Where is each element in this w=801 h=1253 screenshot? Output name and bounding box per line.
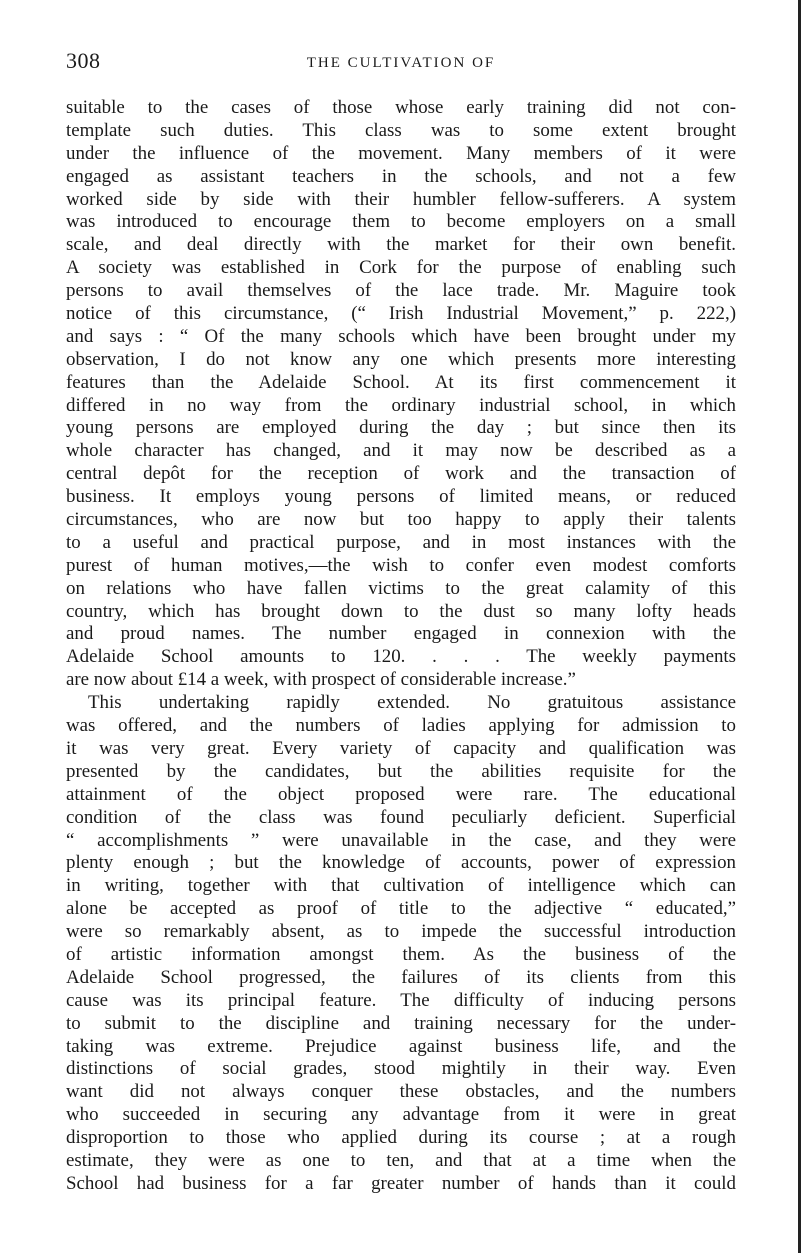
- text-line: attainment of the object proposed were rare. The educational: [66, 783, 736, 805]
- text-line: This undertaking rapidly extended. No gratuitous assistance: [88, 692, 736, 714]
- text-line: observation, I do not know any one which presents more interesting: [66, 348, 736, 370]
- text-line: business. It employs young persons of limited means, or reduced: [66, 486, 736, 508]
- text-line: template such duties. This class was to some extent brought: [66, 119, 736, 141]
- text-line: distinctions of social grades, stood mightily in their way. Even: [66, 1058, 736, 1080]
- text-line: scale, and deal directly with the market for their own benefit.: [66, 234, 736, 256]
- text-line: “ accomplishments ” were unavailable in the case, and they were: [66, 829, 736, 851]
- text-line: country, which has brought down to the dust so many lofty heads: [66, 600, 736, 622]
- page-number: 308: [66, 48, 101, 73]
- text-line: purest of human motives,—the wish to confer even modest comforts: [66, 554, 736, 576]
- page-header: [66, 50, 736, 80]
- running-title: THE CULTIVATION OF: [306, 55, 496, 71]
- text-line: persons to avail themselves of the lace trade. Mr. Maguire took: [66, 280, 736, 302]
- text-line: disproportion to those who applied during its course ; at a rough: [66, 1127, 736, 1149]
- text-line: A society was established in Cork for the purpose of enabling such: [66, 257, 736, 279]
- text-line: central depôt for the reception of work and the transaction of: [66, 463, 736, 485]
- text-line: it was very great. Every variety of capacity and qualification was: [66, 737, 736, 759]
- text-line: who succeeded in securing any advantage from it were in great: [66, 1104, 736, 1126]
- text-line: circumstances, who are now but too happy to apply their talents: [66, 509, 736, 531]
- text-line: suitable to the cases of those whose early training did not con-: [66, 97, 736, 118]
- text-line: presented by the candidates, but the abilities requisite for the: [66, 760, 736, 782]
- text-line: to a useful and practical purpose, and in most instances with the: [66, 531, 736, 553]
- body-text: [66, 97, 736, 1196]
- text-line: of artistic information amongst them. As the business of the: [66, 943, 736, 965]
- text-line: alone be accepted as proof of title to the adjective “ educated,”: [66, 898, 736, 920]
- text-line: was introduced to encourage them to become employers on a small: [66, 211, 736, 233]
- text-line: in writing, together with that cultivation of intelligence which can: [66, 875, 736, 897]
- text-line: were so remarkably absent, as to impede the successful introduction: [66, 921, 736, 943]
- text-line: taking was extreme. Prejudice against business life, and the: [66, 1035, 736, 1057]
- text-line: are now about £14 a week, with prospect of considerable increase.”: [66, 669, 576, 691]
- text-line: young persons are employed during the day ; but since then its: [66, 417, 736, 439]
- text-line: features than the Adelaide School. At its first commencement it: [66, 371, 736, 393]
- text-line: Adelaide School progressed, the failures of its clients from this: [66, 966, 736, 988]
- text-line: School had business for a far greater number of hands than it could: [66, 1172, 736, 1194]
- text-line: worked side by side with their humbler fellow-sufferers. A system: [66, 188, 736, 210]
- text-line: want did not always conquer these obstacles, and the numbers: [66, 1081, 736, 1103]
- text-line: on relations who have fallen victims to the great calamity of this: [66, 577, 736, 599]
- text-line: whole character has changed, and it may now be described as a: [66, 440, 736, 462]
- text-line: notice of this circumstance, (“ Irish Industrial Movement,” p. 222,): [66, 303, 736, 325]
- text-line: and proud names. The number engaged in connexion with the: [66, 623, 736, 645]
- text-line: cause was its principal feature. The difficulty of inducing persons: [66, 989, 736, 1011]
- text-line: engaged as assistant teachers in the schools, and not a few: [66, 165, 736, 187]
- text-line: condition of the class was found peculiarly deficient. Superficial: [66, 806, 736, 828]
- text-line: plenty enough ; but the knowledge of accounts, power of expression: [66, 852, 736, 874]
- text-line: and says : “ Of the many schools which have been brought under my: [66, 325, 736, 347]
- text-line: differed in no way from the ordinary industrial school, in which: [66, 394, 736, 416]
- text-line: was offered, and the numbers of ladies applying for admission to: [66, 715, 736, 737]
- text-line: to submit to the discipline and training necessary for the under-: [66, 1012, 736, 1034]
- text-line: estimate, they were as one to ten, and that at a time when the: [66, 1149, 736, 1171]
- text-line: Adelaide School amounts to 120. . . . The weekly payments: [66, 646, 736, 668]
- text-line: under the influence of the movement. Many members of it were: [66, 142, 736, 164]
